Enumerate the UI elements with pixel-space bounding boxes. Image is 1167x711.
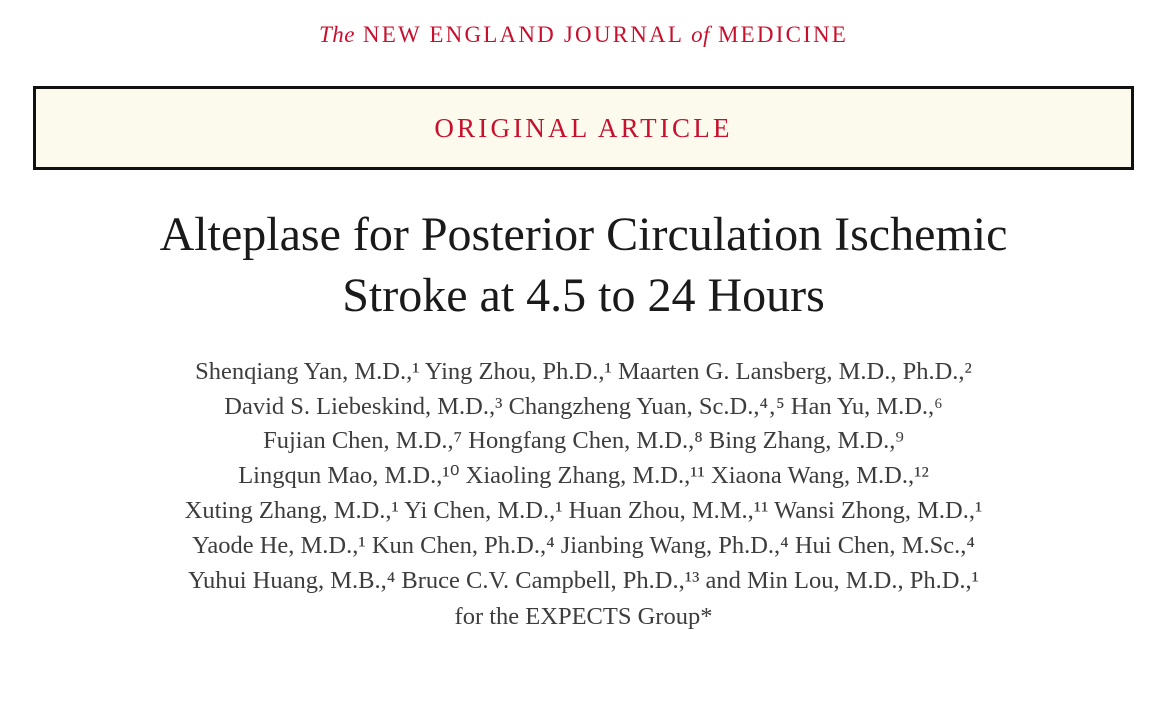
author-line-6: Yaode He, M.D.,¹ Kun Chen, Ph.D.,⁴ Jianbing Wang, Ph.D.,⁴ Hui Chen, M.Sc.,⁴ [192, 531, 975, 559]
author-line-5: Xuting Zhang, M.D.,¹ Yi Chen, M.D.,¹ Huan Zhou, M.M.,¹¹ Wansi Zhong, M.D.,¹ [184, 497, 983, 524]
article-type-label: ORIGINAL ARTICLE [434, 112, 733, 143]
masthead-tail: MEDICINE [718, 22, 849, 47]
author-line-4: Lingqun Mao, M.D.,¹⁰ Xiaoling Zhang, M.D.,¹¹ Xiaona Wang, M.D.,¹² [238, 462, 929, 490]
author-line-1: Shenqiang Yan, M.D.,¹ Ying Zhou, Ph.D.,¹ Maarten G. Lansberg, M.D., Ph.D.,² [195, 357, 972, 385]
article-type-box [33, 86, 1134, 170]
title-line-2: Stroke at 4.5 to 24 Hours [342, 269, 825, 323]
author-line-2: David S. Liebeskind, M.D.,³ Changzheng Yuan, Sc.D.,⁴‚⁵ Han Yu, M.D.,⁶ [224, 392, 943, 420]
journal-masthead [0, 0, 1167, 48]
page-title [40, 204, 1127, 327]
title-line-1: Alteplase for Posterior Circulation Ischemic [159, 208, 1008, 261]
author-list [28, 355, 1139, 635]
masthead-main: NEW ENGLAND JOURNAL [362, 22, 684, 47]
author-line-3: Fujian Chen, M.D.,⁷ Hongfang Chen, M.D.,⁸ Bing Zhang, M.D.,⁹ [263, 427, 904, 455]
author-group-line: for the EXPECTS Group* [454, 603, 713, 631]
author-line-7: Yuhui Huang, M.B.,⁴ Bruce C.V. Campbell, Ph.D.,¹³ and Min Lou, M.D., Ph.D.,¹ [188, 566, 979, 594]
masthead-the: The [318, 22, 355, 47]
masthead-of: of [691, 22, 711, 47]
